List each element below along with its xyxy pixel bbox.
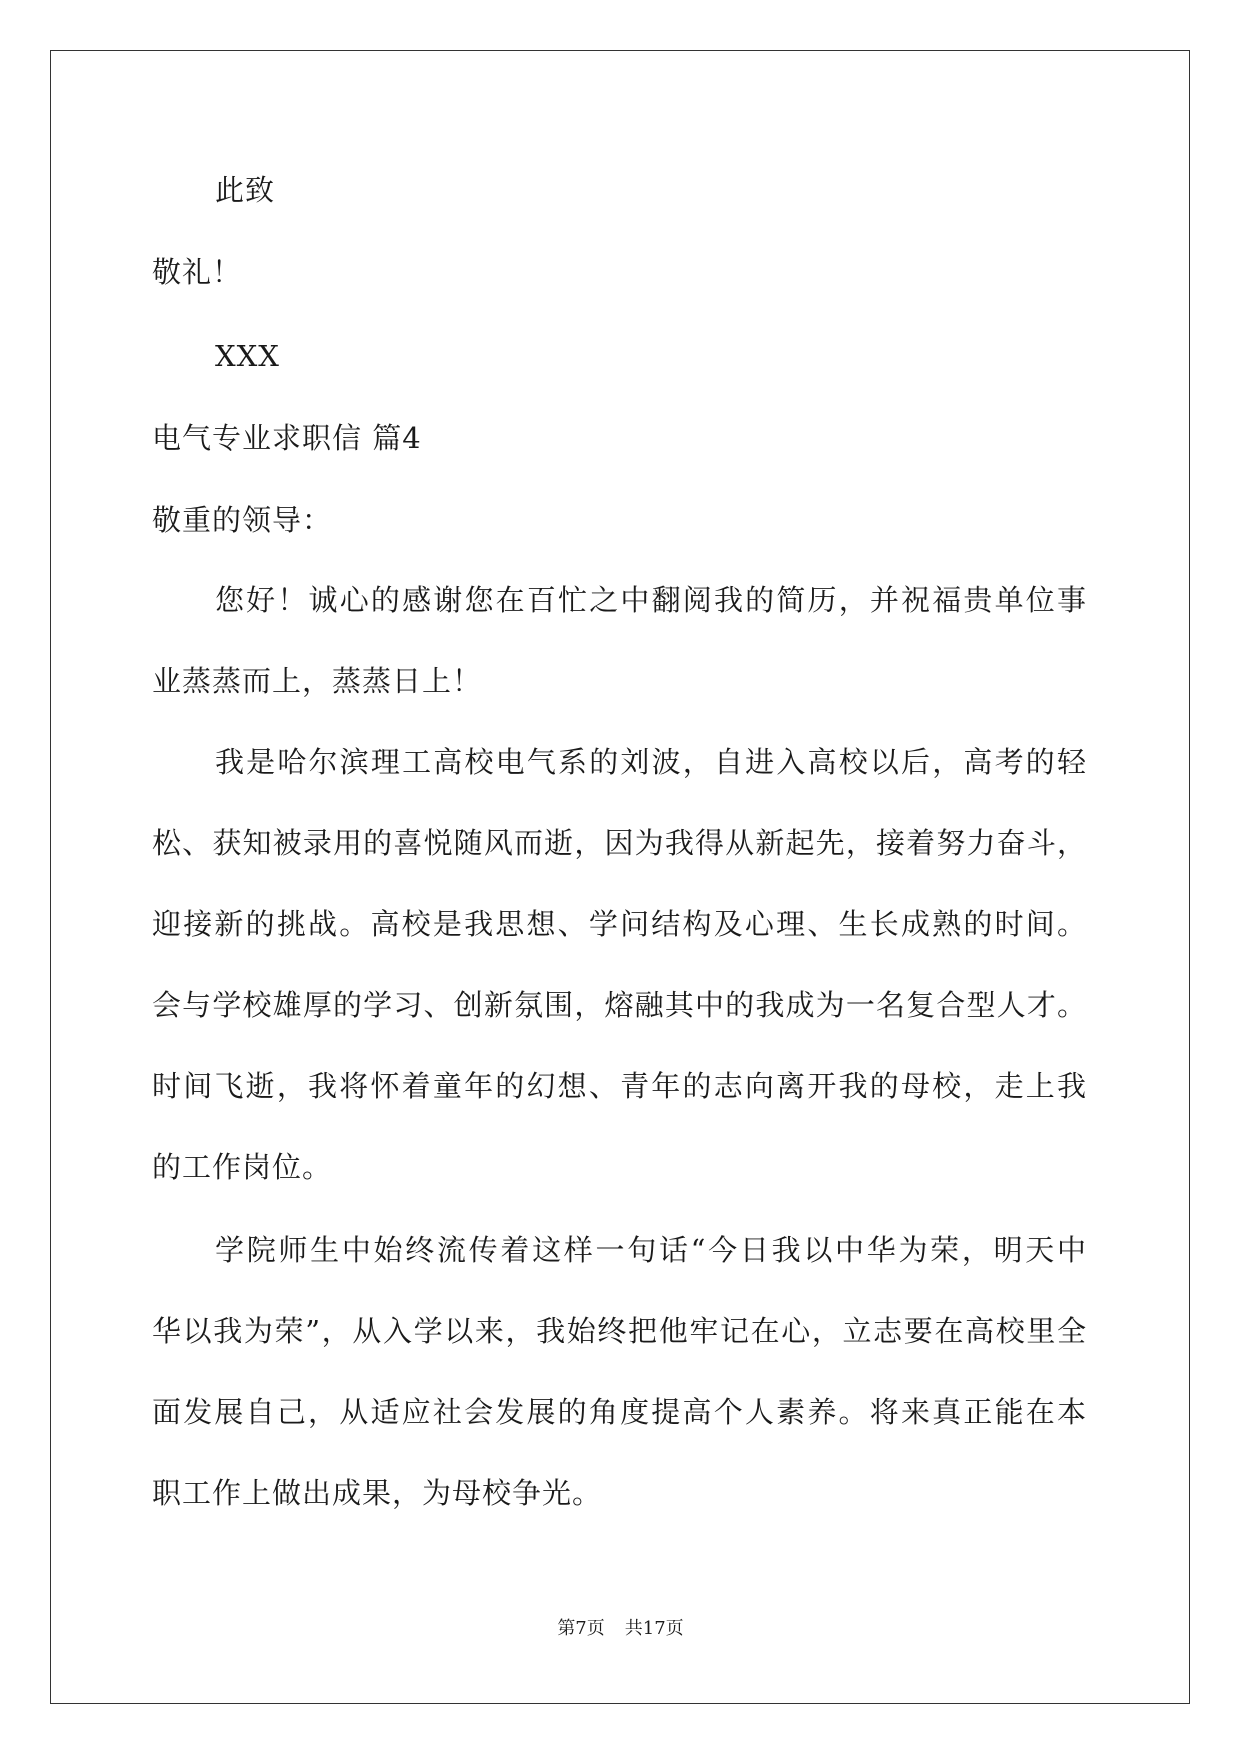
signature: XXX [215, 339, 280, 373]
page-total: 共17页 [624, 1618, 684, 1639]
page-border [50, 50, 1190, 1704]
greeting: 敬重的领导： [152, 503, 333, 537]
paragraph-line: 职工作上做出成果，为母校争光。 [152, 1476, 603, 1510]
paragraph-line: 面发展自己，从适应社会发展的角度提高个人素养。将来真正能在本 [152, 1395, 1087, 1429]
paragraph-line: 迎接新的挑战。高校是我思想、学问结构及心理、生长成熟的时间。 [152, 907, 1087, 941]
closing-salutation: 此致 [215, 173, 276, 207]
section-title: 电气专业求职信 篇4 [152, 421, 422, 455]
page-number: 第7页 [557, 1618, 605, 1639]
paragraph-line: 松、获知被录用的喜悦随风而逝，因为我得从新起先，接着努力奋斗， [152, 826, 1087, 860]
paragraph-line: 业蒸蒸而上，蒸蒸日上！ [152, 664, 483, 698]
paragraph-line: 会与学校雄厚的学习、创新氛围，熔融其中的我成为一名复合型人才。 [152, 988, 1087, 1022]
paragraph-line: 我是哈尔滨理工高校电气系的刘波，自进入高校以后，高考的轻 [215, 745, 1087, 779]
paragraph-line: 学院师生中始终流传着这样一句话“今日我以中华为荣，明天中 [215, 1233, 1087, 1267]
paragraph-line: 的工作岗位。 [152, 1150, 333, 1184]
closing-regards: 敬礼！ [152, 255, 243, 289]
paragraph-line: 华以我为荣”，从入学以来，我始终把他牢记在心，立志要在高校里全 [152, 1314, 1087, 1348]
paragraph-line: 您好！诚心的感谢您在百忙之中翻阅我的简历，并祝福贵单位事 [215, 583, 1087, 617]
page-footer [0, 1617, 1241, 1641]
paragraph-line: 时间飞逝，我将怀着童年的幻想、青年的志向离开我的母校，走上我 [152, 1069, 1087, 1103]
